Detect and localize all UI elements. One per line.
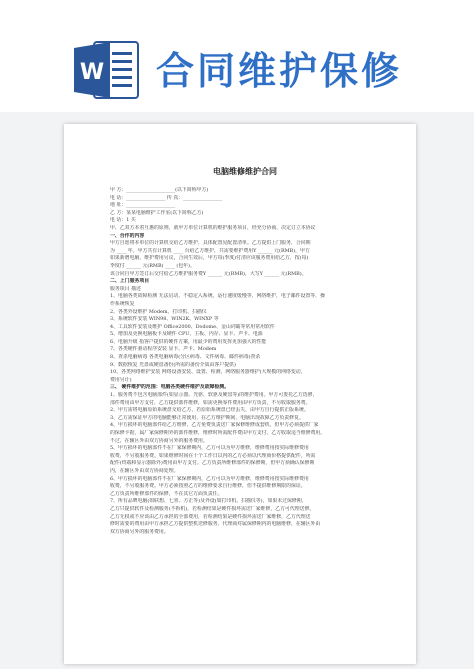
- text-line: 甲方自愿将本单位的计算机交给乙方维护，具体配置见配置清单。乙方提供上门服务，合同期: [110, 240, 311, 247]
- document-page: [64, 124, 416, 664]
- text-line: 配件(终端和显示器除外)费用由甲方支付。乙方负责所维修部件的保修期，但甲方须确认保修期: [110, 460, 315, 467]
- document-title: 电脑维修维护合同: [213, 166, 277, 176]
- text-line: 5、增加及更换电脑板卡及硬件 CPU、主板、内存、显卡、声卡、电源: [110, 331, 263, 338]
- text-line: 乙方无权或不应该由乙方承担的全部费用，若检测结果是硬件损坏需送厂家维修，乙方代理送: [110, 513, 311, 520]
- text-line: 作系统恢复: [110, 300, 135, 307]
- text-line: 如果新增电脑，维护费用另议，合同生效后，甲方每(季度)付清应该服务费用给乙方，按(每): [110, 255, 309, 262]
- text-line: 修时需要的费用由甲方承担乙方提供整机送修服务，代理商对属保修期内的电脑维修，在辅区外由: [110, 521, 321, 528]
- text-line: 该合同自甲方签订后交付给乙方维护服务费Y ______ 元(RMB)，大写Y ______ 元(RMB)。: [110, 270, 307, 277]
- text-line: 内，在辅区外由双方协商处理。: [110, 467, 179, 474]
- text-line: 8、查杀电脑病毒 各类电脑病毒(分区病毒、文件病毒、邮件病毒)查杀: [110, 354, 261, 361]
- text-line: 为 ____ 年。甲方共有计算机 ____ 台给乙方维护，共需要维护费用Y ______ 元(RMB)，甲方: [110, 247, 310, 254]
- text-line: 双方协商另外的服务费用。: [110, 528, 169, 535]
- text-line: 3、系统软件安装 WIN98、WIN2K、WINXP 等: [110, 316, 219, 323]
- text-line: 甲、乙双方本着互惠的原则，就甲方单位计算机的维护服务项目，经充分协商，决定订立本协议: [110, 224, 316, 231]
- banner-title: 合同维护保修: [156, 49, 403, 93]
- text-line: 电 话：________________ 传 真：________________: [110, 194, 223, 201]
- text-line: 收费，不另收服务费。如果维修时间在十个工作日以内的乙方必须以代理商价格提供配件，所需: [110, 452, 316, 459]
- document-body: [110, 166, 380, 536]
- banner: [0, 0, 474, 112]
- text-line: 部件费用由甲方支付，乙方提供部件维修，如需更换零件费用由甲方负责，不另收取服务费。: [110, 399, 311, 406]
- text-line: 地 址：____________________: [110, 202, 176, 209]
- text-line: 乙方只提供软件及检测服务(不拆机)，若检测结果是硬件损坏需送厂家维修，乙方可代理送修。: [110, 505, 315, 512]
- text-line: 乙方负责所维修部件的保修，不在其它方面负责任。: [110, 490, 223, 497]
- text-line: 10、各类网络维护安装 网络设备安装、设置、检测，网络服务器维护(大规模的网络变动，: [110, 369, 306, 376]
- text-line: 6、电脑升级 指客户提供的硬件方案，用最少的费用发挥更加强大的性能: [110, 338, 267, 345]
- text-line: 费用另计): [110, 376, 132, 383]
- text-line: 的保修卡据，属厂家保修期外的部件维修，维修时所需配件费由甲方支付，乙方收取适当维修费用。: [110, 430, 326, 436]
- section-heading: 一、合作的内容: [110, 232, 145, 239]
- document-lines: [110, 187, 380, 536]
- text-line: 甲 方：____________________(以下简称甲方): [110, 187, 209, 193]
- text-line: 季度付 ______ 元(RMB) ____ (包年)。: [110, 262, 195, 269]
- text-line: 收费，不另收服务费。甲方必须按照乙方的维修要求自行维修，但不提供维修期限的保证。: [110, 483, 306, 490]
- text-line: 电 话：1 买: [110, 217, 136, 224]
- text-line: 6、甲方损坏的电脑部件不在厂家保修期内，乙方可以为甲方维修，维修费用按实际维修费用: [110, 475, 309, 482]
- section-heading: 三、 硬件维护的范围：电脑各类硬件维护及故障检测。: [110, 384, 230, 391]
- text-line: 1、服务费不包含电脑部件(如显示器、光驱、软驱及硬盘等)的维护费用。甲方可委托乙方选修，: [110, 392, 318, 399]
- text-line: 4、工具软件安装及维护 Office2000、Dodome、金山词霸等常用常用软件: [110, 323, 275, 330]
- text-line: 4、甲方损坏的电脑部件给乙方维修，乙方免费负责送厂家保修维修成套机，但甲方必须提供厂家: [110, 422, 319, 429]
- section-heading: 二、上门服务项目: [110, 278, 150, 285]
- text-line: 服务项目 描述: [110, 285, 141, 292]
- text-line: 2、各类外设维护 Modem、打印机、扫描仪: [110, 308, 207, 315]
- text-line: 不过，在辅区外由双方协商另外的服务费用。: [110, 437, 208, 444]
- text-line: 2、甲方需将电脑原始系统盘交给乙方，若原始系统盘已经丢失，由甲方自行提供正版系统。: [110, 407, 309, 414]
- text-line: 3、乙方需保证甲方的电脑能够正常使用，在乙方维护期间，电脑出现故障乙方负责修复。: [110, 414, 304, 421]
- text-line: 1、电脑各类故障检测 无法启动，不稳定入系统，运行速度缓慢等，网络维护，电子邮件设置等，操: [110, 293, 325, 300]
- text-line: 5、甲方损坏的电脑部件不在厂家保修期内，乙方可以为甲方维修，维修费用按实际维修费用: [110, 445, 309, 452]
- text-line: 7、所有品牌电脑(如联想、七喜、方正等)及外设(如打印机、扫描仪等)，如果未过保修期，: [110, 498, 307, 505]
- word-document-icon: [72, 38, 142, 102]
- text-line: 7、各类硬件驱动程序安装 显卡、声卡、Modem: [110, 346, 217, 353]
- text-line: 9、数据恢复 光盘或硬盘备份(所需的备份介质由客户提供): [110, 361, 236, 368]
- word-icon-letter: W: [79, 60, 105, 85]
- text-line: 乙 方：某某电脑维护工作室(以下简称乙方): [110, 209, 204, 216]
